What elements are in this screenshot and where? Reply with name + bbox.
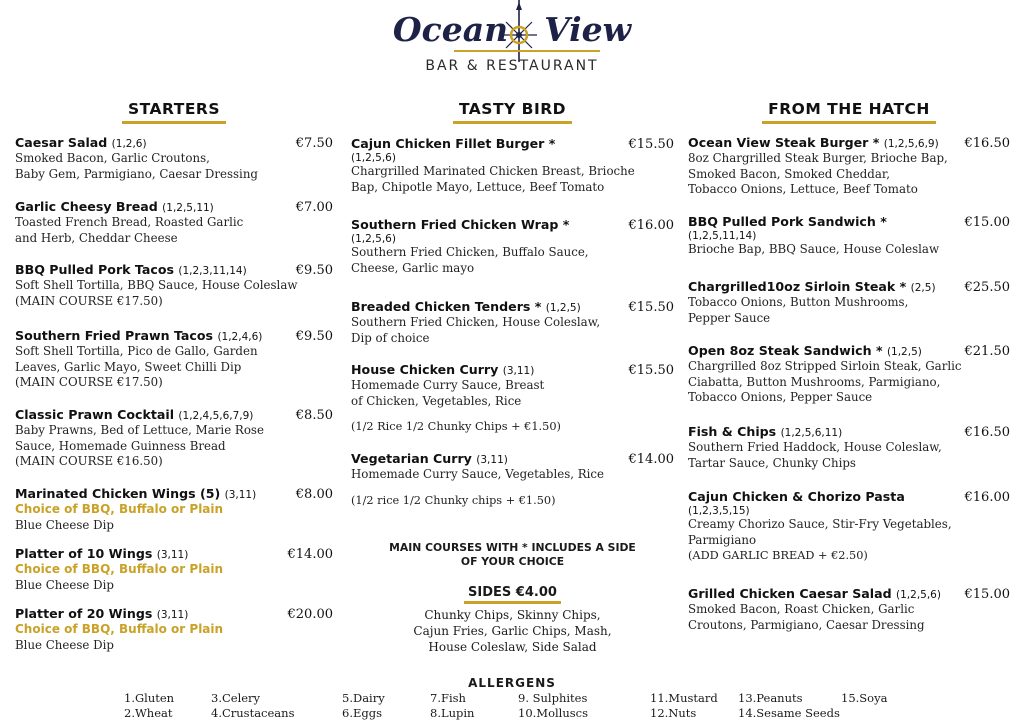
menu-item: Caesar Salad (1,2,6) €7.50 Smoked Bacon, Garlic Croutons, Baby Gem, Parmigiano, Caesar Dressing [15,135,333,181]
menu-item: Cajun Chicken & Chorizo Pasta €16.00 (1,2,3,5,15) Creamy Chorizo Sauce, Stir-Fry Vegetables, Parmigiano (ADD GARLIC BREAD + €2.50) [688,489,1010,563]
menu-item: Classic Prawn Cocktail (1,2,4,5,6,7,9) €8.50 Baby Prawns, Bed of Lettuce, Marie Rose Sauce, Homemade Guinness Bread (MAIN COURSE €16.50) [15,407,333,469]
menu-item: House Chicken Curry (3,11) €15.50 Homemade Curry Sauce, Breast of Chicken, Vegetables, Rice (1/2 Rice 1/2 Chunky Chips + €1.50) [351,362,674,434]
allergen-item: 5.Dairy [342,691,385,705]
allergen-item: 6.Eggs [342,706,382,720]
brand-name-right: View [544,10,632,49]
allergen-item: 13.Peanuts [738,691,803,705]
brand-name-left: Ocean [392,10,509,49]
menu-item: Chargrilled10oz Sirloin Steak * (2,5) €25.50 Tobacco Onions, Button Mushrooms, Pepper Sauce [688,279,1010,325]
sides-list: Chunky Chips, Skinny Chips, Cajun Fries, Garlic Chips, Mash, House Coleslaw, Side Salad [413,608,612,654]
menu-item: Ocean View Steak Burger * (1,2,5,6,9) €16.50 8oz Chargrilled Steak Burger, Brioche Bap, Smoked Bacon, Smoked Cheddar, Tobacco Onions, Lettuce, Beef Tomato [688,135,1010,197]
allergen-item: 8.Lupin [430,706,475,720]
menu-item: Southern Fried Prawn Tacos (1,2,4,6) €9.50 Soft Shell Tortilla, Pico de Gallo, Garden Leaves, Garlic Mayo, Sweet Chilli Dip (MAIN COURSE €17.50) [15,328,333,390]
tasty-bird-section [351,100,674,520]
menu-item: Breaded Chicken Tenders * (1,2,5) €15.50 Southern Fried Chicken, House Coleslaw, Dip of choice [351,299,674,345]
main-course-note: MAIN COURSES WITH * INCLUDES A SIDE OF YOUR CHOICE [389,541,636,568]
starters-heading: STARTERS [15,100,333,124]
allergen-item: 3.Celery [211,691,261,705]
menu-item: Grilled Chicken Caesar Salad (1,2,5,6) €15.00 Smoked Bacon, Roast Chicken, Garlic Croutons, Parmigiano, Caesar Dressing [688,586,1010,632]
starters-section [15,100,333,660]
allergen-item: 4.Crustaceans [211,706,295,720]
sides-heading: SIDES €4.00 [351,585,674,604]
menu-item: Vegetarian Curry (3,11) €14.00 Homemade Curry Sauce, Vegetables, Rice (1/2 rice 1/2 Chunky chips + €1.50) [351,451,674,507]
allergens-heading: ALLERGENS [468,676,556,690]
menu-item: Southern Fried Chicken Wrap * €16.00 (1,2,5,6) Southern Fried Chicken, Buffalo Sauce, Cheese, Garlic mayo [351,217,674,275]
allergen-item: 10.Molluscs [518,706,588,720]
compass-icon [493,0,545,62]
menu-item: Marinated Chicken Wings (5) (3,11) €8.00 Choice of BBQ, Buffalo or Plain Blue Cheese Dip [15,486,333,532]
tasty-bird-heading: TASTY BIRD [351,100,674,124]
allergen-item: 11.Mustard [650,691,718,705]
logo-underline [454,50,600,52]
from-the-hatch-section [688,100,1010,640]
menu-item: Cajun Chicken Fillet Burger * €15.50 (1,2,5,6) Chargrilled Marinated Chicken Breast, Brioche Bap, Chipotle Mayo, Lettuce, Beef Tomato [351,136,674,194]
menu-item: BBQ Pulled Pork Tacos (1,2,3,11,14) €9.50 Soft Shell Tortilla, BBQ Sauce, House Coleslaw (MAIN COURSE €17.50) [15,262,333,308]
menu-item: Platter of 10 Wings (3,11) €14.00 Choice of BBQ, Buffalo or Plain Blue Cheese Dip [15,546,333,592]
menu-item: BBQ Pulled Pork Sandwich * €15.00 (1,2,5,11,14) Brioche Bap, BBQ Sauce, House Coleslaw [688,214,1010,256]
menu-item: Open 8oz Steak Sandwich * (1,2,5) €21.50 Chargrilled 8oz Stripped Sirloin Steak, Garlic Ciabatta, Button Mushrooms, Parmigiano, Tobacco Onions, Pepper Sauce [688,343,1010,405]
allergen-item: 12.Nuts [650,706,697,720]
allergen-item: 9. Sulphites [518,691,588,705]
allergen-item: 2.Wheat [124,706,173,720]
logo [0,0,1024,82]
allergen-item: 1.Gluten [124,691,175,705]
allergen-item: 14.Sesame Seeds [738,706,840,720]
menu-item: Fish & Chips (1,2,5,6,11) €16.50 Southern Fried Haddock, House Coleslaw, Tartar Sauce, Chunky Chips [688,424,1010,470]
menu-item: Garlic Cheesy Bread (1,2,5,11) €7.00 Toasted French Bread, Roasted Garlic and Herb, Cheddar Cheese [15,199,333,245]
hatch-heading: FROM THE HATCH [688,100,1010,124]
allergen-item: 7.Fish [430,691,466,705]
brand-subtitle: BAR & RESTAURANT [425,58,599,74]
allergen-item: 15.Soya [841,691,888,705]
menu-item: Platter of 20 Wings (3,11) €20.00 Choice of BBQ, Buffalo or Plain Blue Cheese Dip [15,606,333,652]
